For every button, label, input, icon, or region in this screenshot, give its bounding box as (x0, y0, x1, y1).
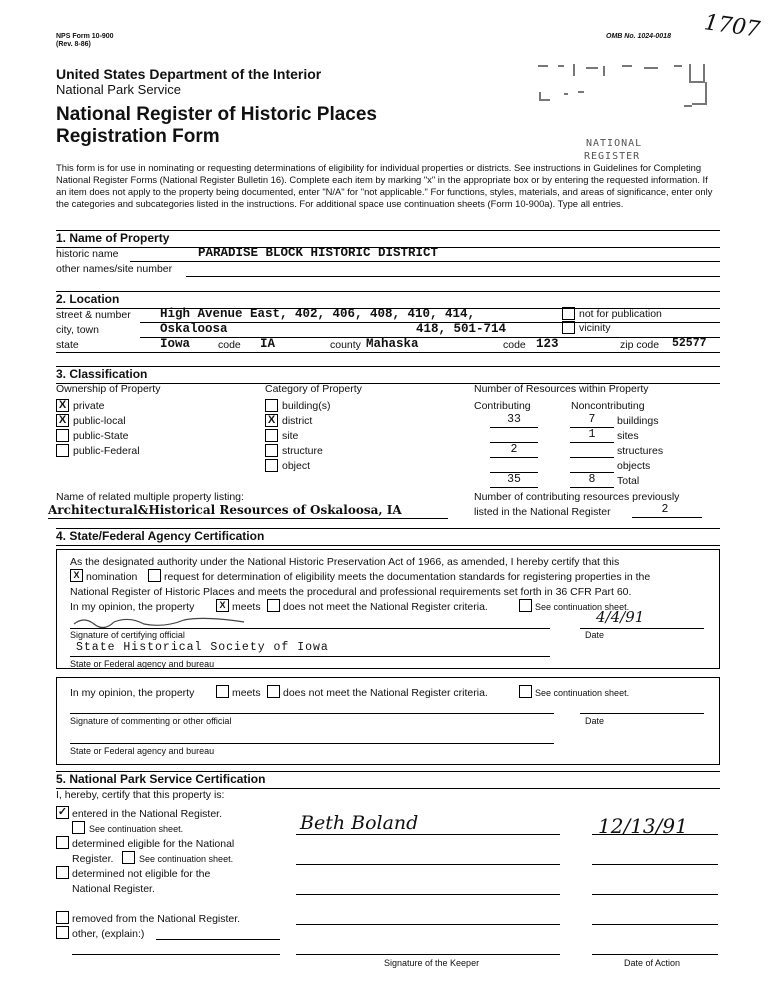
not-for-publication-label: not for publication (579, 308, 662, 320)
ownership-private-label: private (73, 400, 105, 412)
form-instructions: This form is for use in nominating or requesting determinations of eligibility for individual properties or districts. See instructions in Guidelines for Completing National Register Forms (National Register Bulletin 16). Complete each item by marking "x" in the appropriate box or by entering the requested information. If an item does not apply to the property being documented, enter "N/A" for "not applicable." For functions, styles, materials, and areas of significance, enter only the categories and subcategories listed in the instructions. For additional space use continuation sheets (Form 10-900a). Type all entries. (56, 162, 713, 209)
noncontributing-line (570, 457, 614, 458)
nps-intro: I, hereby, certify that this property is: (56, 789, 225, 801)
category-site-label: site (282, 430, 299, 442)
agency-value[interactable]: State Historical Society of Iowa (76, 641, 329, 654)
meets2-checkbox[interactable] (216, 685, 229, 698)
contributing-buildings[interactable]: 33 (507, 413, 521, 426)
agency-line (70, 656, 550, 657)
noncontributing-sites[interactable]: 1 (588, 428, 596, 441)
ownership-public-federal-label: public-Federal (73, 445, 140, 457)
keeper-line-3 (296, 894, 560, 895)
category-buildings-label: building(s) (282, 400, 331, 412)
keeper-line-5 (296, 954, 560, 955)
certifying-date-value: 4/4/91 (596, 608, 645, 626)
noncontributing-buildings[interactable]: 7 (588, 413, 596, 426)
ownership-public-state-checkbox[interactable] (56, 429, 69, 442)
ownership-heading: Ownership of Property (56, 383, 161, 395)
state-line (56, 352, 720, 353)
does-not-meet-checkbox[interactable] (267, 599, 280, 612)
stamp-word-register: REGISTER (584, 151, 641, 162)
commenting-signature-line (70, 713, 554, 714)
city-value[interactable]: Oskaloosa (160, 322, 228, 336)
related-listing-value[interactable]: Architectural&Historical Resources of Oskaloosa, IA (48, 503, 402, 517)
zip-value[interactable]: 52577 (672, 337, 707, 350)
category-object-label: object (282, 460, 311, 472)
resource-total-label: Total (617, 475, 640, 487)
section-4-header (56, 528, 720, 546)
street-label: street & number (56, 309, 131, 321)
ownership-private-checkbox[interactable]: X (56, 399, 69, 412)
previously-listed-label2: listed in the National Register (474, 506, 611, 518)
date-line-3 (592, 894, 718, 895)
ownership-public-state-label: public-State (73, 430, 129, 442)
opinion-label: In my opinion, the property (70, 601, 195, 613)
historic-name-value[interactable]: PARADISE BLOCK HISTORIC DISTRICT (198, 246, 439, 260)
resource-objects-label: objects (617, 460, 651, 472)
county-label: county (330, 339, 361, 351)
city-label: city, town (56, 324, 99, 336)
resources-heading: Number of Resources within Property (474, 383, 649, 395)
previously-listed-value[interactable]: 2 (661, 503, 669, 516)
certifying-date-label: Date (585, 630, 605, 640)
commenting-signature-label: Signature of commenting or other official (70, 716, 232, 726)
corner-handwritten-note: 1707 (702, 10, 762, 43)
determined-eligible-checkbox[interactable] (56, 836, 69, 849)
keeper-line-2 (296, 864, 560, 865)
state-label: state (56, 339, 79, 351)
section-1-title: 1. Name of Property (56, 231, 170, 245)
entered-continuation-checkbox[interactable] (72, 821, 85, 834)
keeper-line-1 (296, 834, 560, 835)
see-continuation-checkbox[interactable] (519, 599, 532, 612)
related-listing-label: Name of related multiple property listing: (56, 491, 244, 503)
agency-label: State or Federal agency and bureau (70, 659, 215, 669)
contributing-structures[interactable]: 2 (510, 443, 518, 456)
city-line (140, 337, 720, 338)
ownership-public-federal-checkbox[interactable] (56, 444, 69, 457)
service-name: National Park Service (56, 82, 181, 97)
form-title-line2: Registration Form (56, 126, 220, 147)
agency2-label: State or Federal agency and bureau (70, 746, 215, 756)
noncontributing-heading: Noncontributing (571, 400, 645, 412)
received-stamp (534, 62, 716, 118)
not-for-publication-checkbox[interactable] (562, 307, 575, 320)
omb-number: OMB No. 1024-0018 (606, 33, 671, 40)
noncontributing-line (570, 442, 614, 443)
section-3-title: 3. Classification (56, 367, 148, 381)
entered-checkbox[interactable]: ✓ (57, 806, 68, 818)
category-district-checkbox[interactable]: X (265, 414, 278, 427)
contributing-line (490, 427, 538, 428)
eligible-continuation-label: See continuation sheet. (139, 854, 234, 864)
street-value-continued[interactable]: 418, 501-714 (416, 322, 507, 336)
form-title-line1: National Register of Historic Places (56, 104, 377, 125)
keeper-line-4 (296, 924, 560, 925)
section-5-header (56, 771, 720, 789)
see-continuation2-label: See continuation sheet. (535, 688, 630, 698)
other-label: other, (explain:) (72, 928, 145, 940)
vicinity-label: vicinity (579, 322, 611, 334)
other-explain-line2 (72, 954, 280, 955)
meets-checkbox[interactable]: X (216, 599, 229, 612)
contributing-line (490, 457, 538, 458)
department-name: United States Department of the Interior (56, 66, 322, 82)
category-heading: Category of Property (265, 383, 362, 395)
does-not-meet2-checkbox[interactable] (267, 685, 280, 698)
certifying-date-line (580, 628, 704, 629)
opinion2-label: In my opinion, the property (70, 687, 195, 699)
other-explain-line (156, 939, 280, 940)
category-site-checkbox[interactable] (265, 429, 278, 442)
determined-not-eligible-label2: National Register. (72, 883, 155, 895)
date-line-5 (592, 954, 718, 955)
resource-structures-label: structures (617, 445, 664, 457)
certifying-signature-label: Signature of certifying official (70, 630, 185, 640)
does-not-meet-label: does not meet the National Register criteria. (283, 601, 488, 613)
historic-name-label: historic name (56, 248, 119, 260)
date-line-2 (592, 864, 718, 865)
entered-continuation-label: See continuation sheet. (89, 824, 184, 834)
see-continuation2-checkbox[interactable] (519, 685, 532, 698)
historic-name-line (130, 261, 720, 262)
category-structure-label: structure (282, 445, 323, 457)
keeper-signature-label: Signature of the Keeper (384, 958, 480, 968)
date-line-1 (592, 834, 718, 835)
other-names-label: other names/site number (56, 263, 173, 275)
section-5-title: 5. National Park Service Certification (56, 772, 266, 786)
removed-label: removed from the National Register. (72, 913, 241, 925)
related-listing-line (48, 518, 448, 519)
form-number: NPS Form 10-900 (56, 33, 114, 40)
ownership-public-local-checkbox[interactable]: X (56, 414, 69, 427)
received-stamp-marks (534, 62, 716, 118)
resource-buildings-label: buildings (617, 415, 659, 427)
county-code-value[interactable]: 123 (536, 337, 559, 351)
contributing-total[interactable]: 35 (507, 473, 521, 486)
does-not-meet2-label: does not meet the National Register criteria. (283, 687, 488, 699)
zip-label: zip code (620, 339, 660, 351)
category-structure-checkbox[interactable] (265, 444, 278, 457)
other-names-line (186, 276, 720, 277)
keeper-signature: Beth Boland (300, 812, 419, 834)
eligible-continuation-checkbox[interactable] (122, 851, 135, 864)
cert-text-line1: As the designated authority under the National Historic Preservation Act of 1966, as amended, I hereby certify that this (70, 556, 620, 568)
other-checkbox[interactable] (56, 926, 69, 939)
commenting-date-line (580, 713, 704, 714)
noncontributing-total[interactable]: 8 (588, 473, 596, 486)
state-code-value[interactable]: IA (260, 337, 276, 351)
date-line-4 (592, 924, 718, 925)
section-2-title: 2. Location (56, 292, 120, 306)
determined-not-eligible-checkbox[interactable] (56, 866, 69, 879)
agency2-line (70, 743, 554, 744)
form-revision: (Rev. 8-86) (56, 41, 91, 48)
meets-label: meets (232, 601, 261, 613)
nomination-checkbox[interactable]: X (70, 569, 83, 582)
date-of-action-label: Date of Action (624, 958, 681, 968)
meets2-label: meets (232, 687, 261, 699)
request-determination-label: request for determination of eligibility meets the documentation standards for registering properties in the (164, 571, 651, 583)
determined-eligible-label1: determined eligible for the National (72, 838, 235, 850)
state-value[interactable]: Iowa (160, 337, 191, 351)
contributing-heading: Contributing (474, 400, 531, 412)
state-code-label: code (218, 339, 241, 351)
resource-sites-label: sites (617, 430, 639, 442)
noncontributing-line (570, 487, 614, 488)
category-district-label: district (282, 415, 313, 427)
vicinity-checkbox[interactable] (562, 321, 575, 334)
street-value[interactable]: High Avenue East, 402, 406, 408, 410, 414, (160, 307, 476, 321)
section-4-title: 4. State/Federal Agency Certification (56, 529, 265, 543)
commenting-date-label: Date (585, 716, 605, 726)
request-determination-checkbox[interactable] (148, 569, 161, 582)
county-value[interactable]: Mahaska (366, 337, 419, 351)
action-date-value: 12/13/91 (598, 814, 688, 838)
section-3-header (56, 366, 720, 384)
determined-not-eligible-label1: determined not eligible for the (72, 868, 211, 880)
category-object-checkbox[interactable] (265, 459, 278, 472)
previously-listed-line (632, 517, 702, 518)
county-code-label: code (503, 339, 526, 351)
determined-eligible-label2: Register. (72, 853, 114, 865)
cert-text-line3: National Register of Historic Places and meets the procedural and professional requirements set forth in 36 CFR Part 60. (70, 586, 632, 598)
stamp-word-national: NATIONAL (586, 138, 643, 149)
certifying-signature-line (70, 628, 550, 629)
ownership-public-local-label: public-local (73, 415, 126, 427)
contributing-line (490, 487, 538, 488)
category-buildings-checkbox[interactable] (265, 399, 278, 412)
see-continuation-label: See continuation sheet. (535, 602, 630, 612)
entered-label: entered in the National Register. (72, 808, 223, 820)
previously-listed-label1: Number of contributing resources previously (474, 491, 680, 503)
removed-checkbox[interactable] (56, 911, 69, 924)
nomination-label: nomination (86, 571, 138, 583)
